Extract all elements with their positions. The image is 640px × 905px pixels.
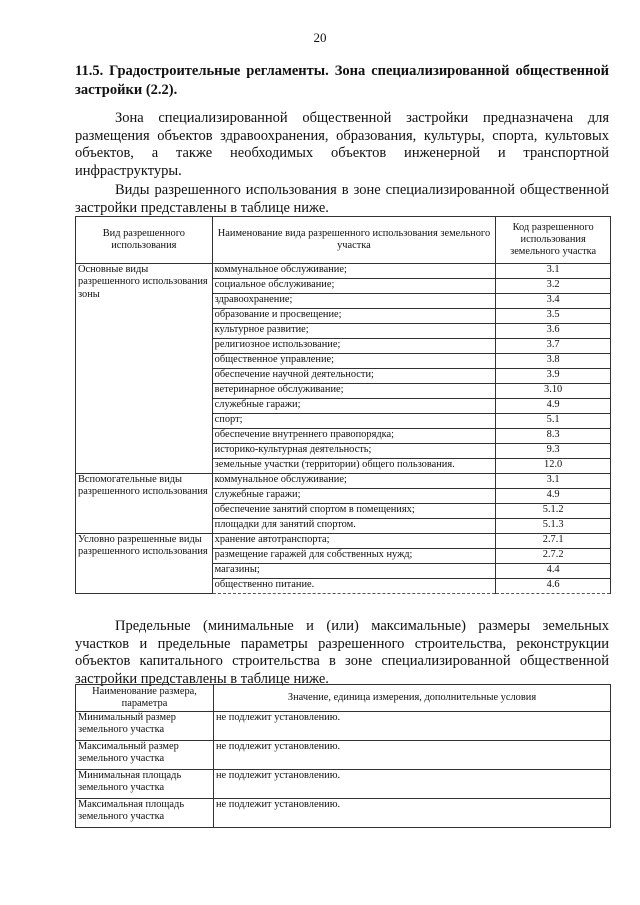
table-row [76,712,611,741]
use-code-cell: 4.6 [496,579,611,594]
use-code-cell: 5.1.3 [496,519,611,534]
use-name-cell: площадки для занятий спортом. [212,519,496,534]
use-name-cell: социальное обслуживание; [212,279,496,294]
table-row [76,770,611,799]
permitted-uses-body [76,264,611,594]
parameter-value-cell: не подлежит установлению. [214,741,611,770]
paragraph-uses [75,182,609,217]
header-cell: Код разрешенного использования земельного участка [496,217,611,264]
use-code-cell: 4.9 [496,489,611,504]
category-cell: Основные виды разрешенного использования зоны [76,264,213,474]
use-name-cell: земельные участки (территории) общего пользования. [212,459,496,474]
use-code-cell: 4.4 [496,564,611,579]
paragraph-intro [75,110,609,180]
use-code-cell: 3.5 [496,309,611,324]
use-code-cell: 3.6 [496,324,611,339]
use-code-cell: 9.3 [496,444,611,459]
use-name-cell: служебные гаражи; [212,399,496,414]
parameters-body [76,712,611,828]
table-header-row [76,685,611,712]
parameter-name-cell: Минимальный размер земельного участка [76,712,214,741]
use-name-cell: обеспечение научной деятельности; [212,369,496,384]
parameter-value-cell: не подлежит установлению. [214,770,611,799]
paragraph-uses-text: Виды разрешенного использования в зоне специализированной общественной застройки представлены в таблице ниже. [75,182,609,216]
parameter-name-cell: Максимальный размер земельного участка [76,741,214,770]
use-name-cell: размещение гаражей для собственных нужд; [212,549,496,564]
use-name-cell: образование и просвещение; [212,309,496,324]
header-cell: Наименование вида разрешенного использования земельного участка [212,217,496,264]
paragraph-limits [75,618,609,688]
parameter-value-cell: не подлежит установлению. [214,712,611,741]
category-cell: Вспомогательные виды разрешенного использования [76,474,213,534]
table-header-row [76,217,611,264]
use-name-cell: магазины; [212,564,496,579]
table-row [76,474,611,489]
parameters-table [75,684,611,828]
use-name-cell: общественное управление; [212,354,496,369]
use-name-cell: коммунальное обслуживание; [212,264,496,279]
use-code-cell: 4.9 [496,399,611,414]
use-code-cell: 5.1.2 [496,504,611,519]
table-row [76,534,611,549]
use-name-cell: хранение автотранспорта; [212,534,496,549]
paragraph-limits-text: Предельные (минимальные и (или) максимальные) размеры земельных участков и предельные параметры разрешенного строительства, реконструкции объектов капитального строительства в зоне специализированной общественной застройки представлены в таблице ниже. [75,618,609,687]
use-name-cell: общественно питание. [212,579,496,594]
use-code-cell: 3.7 [496,339,611,354]
use-name-cell: обеспечение занятий спортом в помещениях; [212,504,496,519]
use-name-cell: здравоохранение; [212,294,496,309]
table-row [76,264,611,279]
use-code-cell: 2.7.1 [496,534,611,549]
page-number: 20 [313,30,327,45]
use-code-cell: 3.1 [496,474,611,489]
section-heading: 11.5. Градостроительные регламенты. Зона специализированной общественной застройки (2.2). [75,63,609,98]
use-code-cell: 3.2 [496,279,611,294]
paragraph-intro-text: Зона специализированной общественной застройки предназначена для размещения объектов здравоохранения, образования, культуры, спорта, культовых объектов, а также необходимых объектов инженерной и транспортной инфраструктуры. [75,110,609,179]
use-code-cell: 3.4 [496,294,611,309]
use-code-cell: 8.3 [496,429,611,444]
use-name-cell: религиозное использование; [212,339,496,354]
use-name-cell: спорт; [212,414,496,429]
permitted-uses-table [75,216,611,594]
header-cell: Вид разрешенного использования [76,217,213,264]
table-row [76,741,611,770]
use-name-cell: обеспечение внутреннего правопорядка; [212,429,496,444]
use-name-cell: ветеринарное обслуживание; [212,384,496,399]
use-code-cell: 5.1 [496,414,611,429]
use-name-cell: коммунальное обслуживание; [212,474,496,489]
parameter-name-cell: Минимальная площадь земельного участка [76,770,214,799]
table-row [76,799,611,828]
category-cell: Условно разрешенные виды разрешенного использования [76,534,213,594]
header-cell: Значение, единица измерения, дополнительные условия [214,685,611,712]
use-code-cell: 3.10 [496,384,611,399]
use-name-cell: служебные гаражи; [212,489,496,504]
parameter-name-cell: Максимальная площадь земельного участка [76,799,214,828]
use-code-cell: 3.1 [496,264,611,279]
use-code-cell: 2.7.2 [496,549,611,564]
use-code-cell: 12.0 [496,459,611,474]
use-name-cell: историко-культурная деятельность; [212,444,496,459]
use-code-cell: 3.9 [496,369,611,384]
header-cell: Наименование размера, параметра [76,685,214,712]
use-code-cell: 3.8 [496,354,611,369]
use-name-cell: культурное развитие; [212,324,496,339]
parameter-value-cell: не подлежит установлению. [214,799,611,828]
